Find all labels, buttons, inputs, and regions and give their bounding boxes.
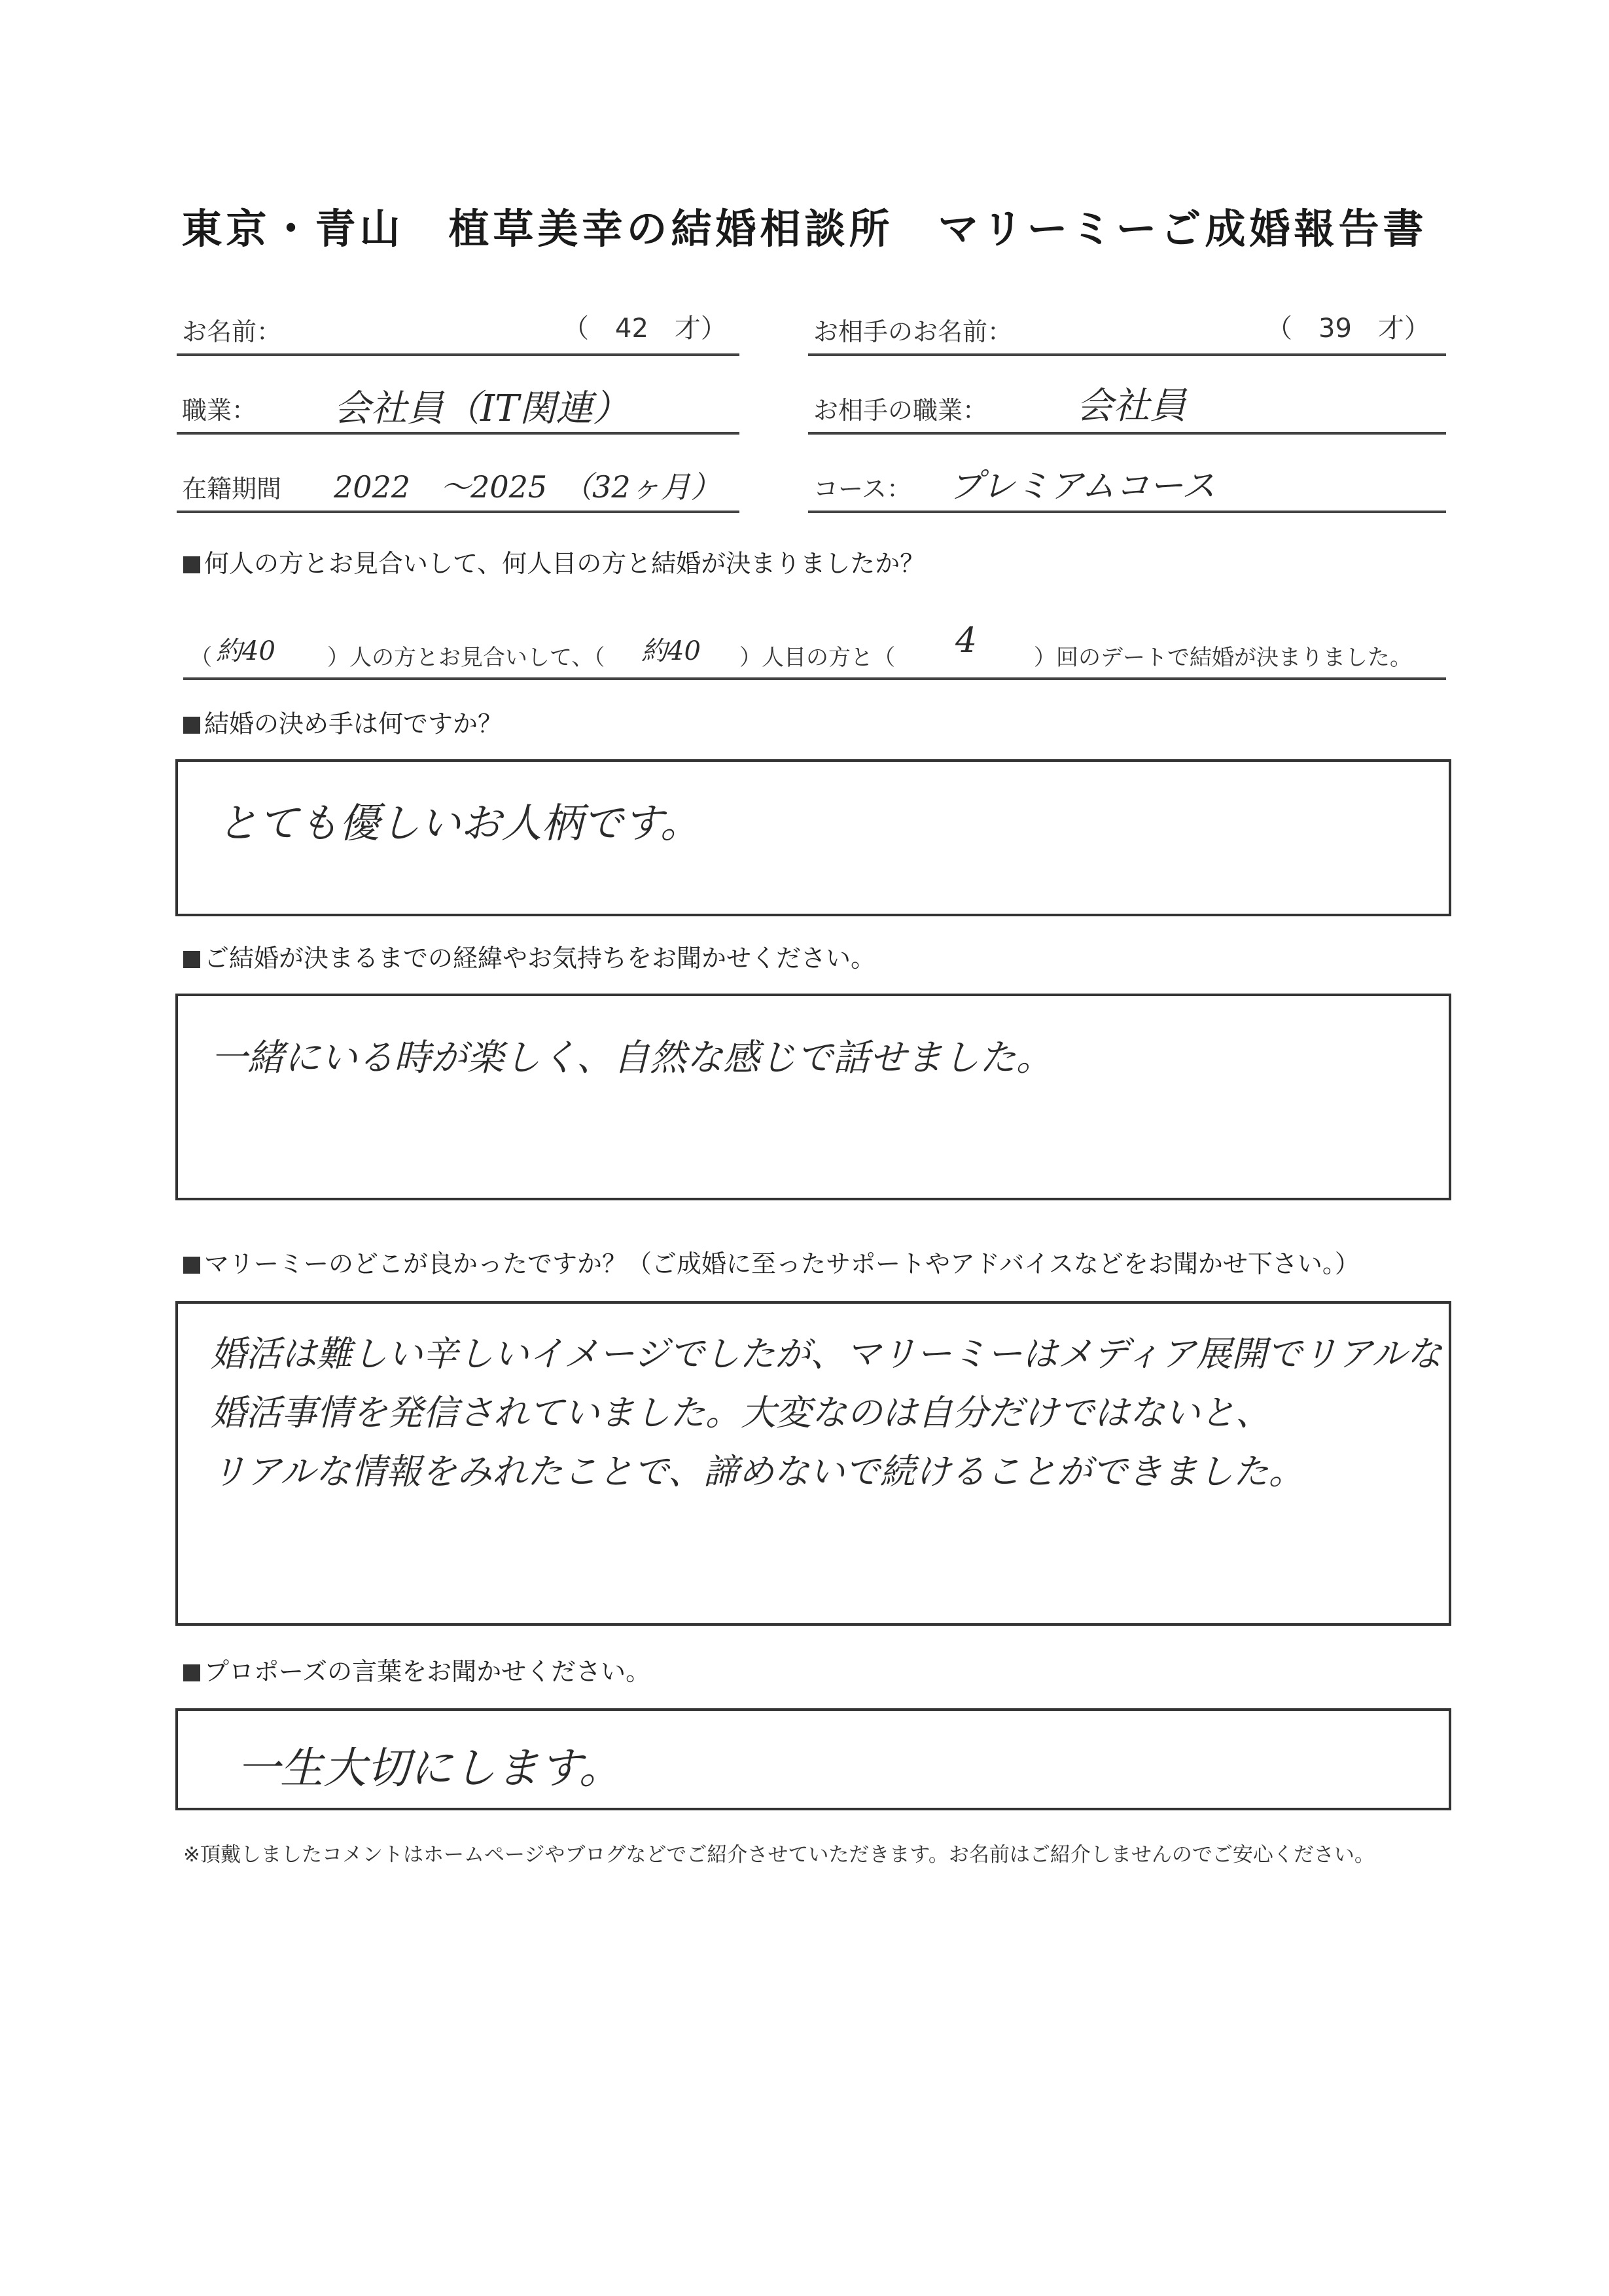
met-count-value: 約40 [216, 636, 275, 666]
q1-text3: ）回のデートで結婚が決まりました。 [1034, 645, 1412, 671]
name-field [177, 281, 739, 356]
q4-heading [183, 1244, 1360, 1280]
q1-heading [183, 543, 925, 579]
q4-answer-line: 婚活は難しい辛しいイメージでしたが、マリーミーはメディア展開でリアルな [211, 1333, 1442, 1374]
partner-name-label: お相手のお名前： [813, 317, 1013, 346]
partner-name-field [808, 281, 1446, 356]
square-bullet-icon [183, 1664, 200, 1681]
dates-value: 4 [955, 621, 978, 660]
q3-answer-box [175, 994, 1451, 1200]
job-value: 会社員（IT関連） [334, 387, 629, 430]
q5-question: プロポーズの言葉をお聞かせください。 [204, 1657, 651, 1686]
q2-answer: とても優しいお人柄です。 [217, 799, 701, 847]
page-title: 東京・青山 植草美幸の結婚相談所 マリーミーご成婚報告書 [181, 205, 1428, 253]
job-label: 職業： [182, 396, 257, 425]
q3-heading [183, 938, 875, 974]
q1-question: 何人の方とお見合いして、何人目の方と結婚が決まりましたか？ [204, 549, 925, 578]
partner-age-value: （ 39 才） [1266, 314, 1430, 344]
course-field [808, 439, 1446, 513]
square-bullet-icon [183, 556, 200, 573]
footer-note: ※頂戴しましたコメントはホームページやブログなどでご紹介させていただきます。お名前はご紹介しませんのでご安心ください。 [183, 1843, 1375, 1867]
q4-answer-line: リアルな情報をみれたことで、諦めないで続けることができました。 [211, 1451, 1304, 1492]
q1-answer-line [183, 619, 1446, 680]
square-bullet-icon [183, 717, 200, 734]
course-value: プレミアムコース [949, 467, 1216, 506]
q2-answer-box [175, 759, 1451, 916]
q5-answer: 一生大切にします。 [237, 1743, 622, 1793]
age-value: （ 42 才） [563, 314, 727, 344]
job-field [177, 360, 739, 435]
q2-question: 結婚の決め手は何ですか？ [204, 709, 503, 738]
q4-question: マリーミーのどこが良かったですか？（ご成婚に至ったサポートやアドバイスなどをお聞かせ下さい。） [204, 1249, 1360, 1278]
period-label: 在籍期間 [182, 475, 282, 503]
partner-job-label: お相手の職業： [813, 396, 988, 425]
partner-job-value: 会社員 [1076, 385, 1186, 427]
name-label: お名前： [182, 317, 282, 346]
q5-heading [183, 1651, 650, 1687]
q1-open-paren: （ [190, 645, 212, 671]
q3-question: ご結婚が決まるまでの経緯やお気持ちをお聞かせください。 [204, 944, 876, 973]
q3-answer: 一緒にいる時が楽しく、自然な感じで話せました。 [211, 1037, 1053, 1079]
nth-person-value: 約40 [641, 636, 701, 666]
square-bullet-icon [183, 951, 200, 968]
square-bullet-icon [183, 1257, 200, 1274]
course-label: コース： [813, 475, 912, 503]
q2-heading [183, 704, 503, 740]
q5-answer-box [175, 1708, 1451, 1810]
partner-job-field [808, 360, 1446, 435]
period-field [177, 439, 739, 513]
q1-text1: ）人の方とお見合いして、（ [327, 645, 605, 671]
period-value: 2022 ～2025 （32ヶ月） [334, 469, 721, 505]
q4-answer-line: 婚活事情を発信されていました。大変なのは自分だけではないと、 [211, 1392, 1271, 1433]
q4-answer-box [175, 1301, 1451, 1626]
q1-text2: ）人目の方と（ [739, 645, 895, 671]
